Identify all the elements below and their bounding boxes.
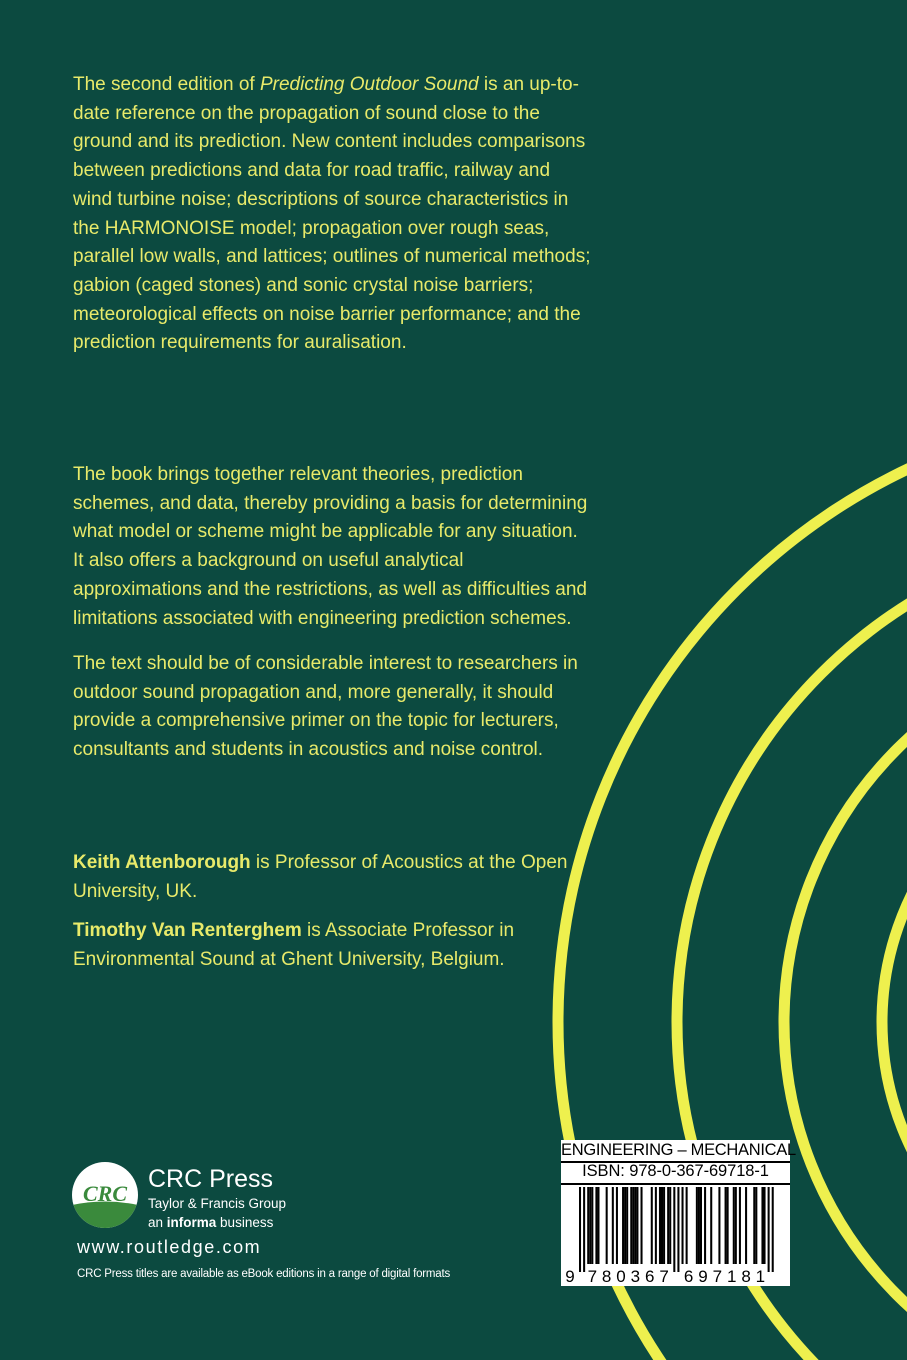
barcode-bar bbox=[755, 1187, 757, 1264]
barcode-bar bbox=[606, 1187, 608, 1264]
author-bio-2 bbox=[73, 917, 593, 974]
barcode-bar bbox=[753, 1187, 755, 1264]
blurb-paragraph-1 bbox=[73, 71, 593, 358]
barcode-bar bbox=[725, 1187, 727, 1264]
barcode-bar bbox=[655, 1187, 657, 1264]
publisher-group: Taylor & Francis Group bbox=[148, 1196, 287, 1211]
barcode-bar bbox=[587, 1187, 589, 1264]
barcode-bar bbox=[636, 1187, 638, 1264]
barcode-bar bbox=[761, 1187, 763, 1264]
barcode-bar bbox=[682, 1187, 684, 1264]
barcode-bar bbox=[739, 1187, 741, 1264]
crc-logo-icon bbox=[72, 1162, 138, 1228]
barcode-digit: 7 bbox=[587, 1267, 598, 1286]
subject-category: ENGINEERING – MECHANICAL bbox=[561, 1141, 796, 1159]
blurb-body: is an up-to-date reference on the propagation of sound close to the ground and its prediction. New content includes comparisons between predictions and data for road traffic, railway and wind turbine noise; descriptions of source characteristics in the HARMONOISE model; propagation over rough seas, parallel low walls, and lattices; outlines of numerical methods; gabion (caged stones) and sonic crystal noise barriers; meteorological effects on noise barrier performance; and the prediction requirements for auralisation. bbox=[73, 74, 591, 354]
barcode-bar bbox=[718, 1187, 720, 1264]
barcode-bar bbox=[597, 1187, 599, 1264]
arc-ring-3 bbox=[784, 636, 907, 1360]
barcode-bar bbox=[616, 1187, 618, 1264]
arc-ring-4 bbox=[882, 734, 907, 1310]
barcode-bar bbox=[579, 1187, 581, 1272]
barcode-bar bbox=[745, 1187, 747, 1264]
book-title-italic: Predicting Outdoor Sound bbox=[259, 74, 479, 95]
barcode-digit: 1 bbox=[726, 1267, 737, 1286]
informa-brand: informa bbox=[166, 1215, 217, 1230]
ebook-note: CRC Press titles are available as eBook editions in a range of digital formats bbox=[77, 1268, 451, 1280]
barcode-digit: 1 bbox=[755, 1267, 766, 1286]
author-bio-text: is Professor of Acoustics at the Open University, UK. bbox=[73, 852, 568, 902]
barcode-bar bbox=[589, 1187, 591, 1264]
barcode-bar bbox=[624, 1187, 626, 1264]
barcode-digit: 7 bbox=[712, 1267, 723, 1286]
barcode-digit: 6 bbox=[683, 1267, 694, 1286]
barcode-bar bbox=[663, 1187, 665, 1264]
barcode-bar bbox=[764, 1187, 766, 1264]
publisher-name: CRC Press bbox=[148, 1165, 274, 1193]
isbn-label: ISBN: 978-0-367-69718-1 bbox=[582, 1162, 769, 1180]
barcode-graphic bbox=[561, 1140, 796, 1286]
author-bio-1 bbox=[73, 849, 593, 906]
barcode-bar bbox=[735, 1187, 737, 1264]
isbn-barcode-box bbox=[561, 1140, 796, 1286]
barcode-bar bbox=[612, 1187, 614, 1264]
barcode-bar bbox=[622, 1187, 624, 1264]
barcode-bar bbox=[667, 1187, 669, 1264]
barcode-digit: 0 bbox=[616, 1267, 626, 1286]
barcode-bar bbox=[696, 1187, 698, 1264]
barcode-bar bbox=[591, 1187, 593, 1264]
barcode-bar bbox=[661, 1187, 663, 1264]
barcode-bar bbox=[733, 1187, 735, 1264]
barcode-bar bbox=[698, 1187, 700, 1264]
barcode-digit: 3 bbox=[630, 1267, 641, 1286]
barcode-bar bbox=[727, 1187, 729, 1264]
barcode-bar bbox=[677, 1187, 679, 1272]
barcode-bar bbox=[772, 1187, 774, 1272]
barcode-bar bbox=[669, 1187, 671, 1264]
barcode-bar bbox=[595, 1187, 597, 1264]
barcode-digit: 9 bbox=[698, 1267, 708, 1286]
barcode-digit: 7 bbox=[659, 1267, 669, 1286]
barcode-bar bbox=[768, 1187, 770, 1272]
barcode-bar bbox=[710, 1187, 712, 1264]
barcode-bar bbox=[700, 1187, 702, 1264]
barcode-bar bbox=[626, 1187, 628, 1264]
publisher-tagline: an informa business bbox=[148, 1215, 274, 1230]
author-name: Timothy Van Renterghem bbox=[73, 920, 302, 941]
barcode-bar bbox=[686, 1187, 688, 1264]
barcode-bar bbox=[704, 1187, 706, 1264]
barcode-bar bbox=[583, 1187, 585, 1272]
blurb-text-2: The book brings together relevant theories, prediction schemes, and data, thereby providing a basis for determining what model or scheme might be applicable for any situation. It also offers a background on useful analytical approximations and the restrictions, as well as difficulties and limitations associated with engineering prediction schemes. bbox=[73, 464, 588, 629]
publisher-website[interactable]: www.routledge.com bbox=[77, 1237, 262, 1257]
author-bio-text: is Associate Professor in Environmental Sound at Ghent University, Belgium. bbox=[73, 920, 515, 970]
barcode-bar bbox=[659, 1187, 661, 1264]
barcode-bar bbox=[651, 1187, 653, 1264]
publisher-name-block bbox=[148, 1164, 286, 1232]
barcode-digit: 8 bbox=[601, 1267, 612, 1286]
crc-logo-letters: CRC bbox=[82, 1181, 128, 1206]
blurb-paragraph-2 bbox=[73, 461, 593, 633]
blurb-text-3: The text should be of considerable interest to researchers in outdoor sound propagation and, more generally, it should provide a comprehensive primer on the topic for lecturers, consultants and students in acoustics and noise control. bbox=[73, 653, 578, 761]
blurb-intro: The second edition of bbox=[73, 74, 260, 95]
barcode-digit: 9 bbox=[565, 1267, 575, 1286]
barcode-digit: 6 bbox=[644, 1267, 655, 1286]
barcode-bar bbox=[673, 1187, 675, 1272]
barcode-bar bbox=[630, 1187, 632, 1264]
barcode-digit: 8 bbox=[741, 1267, 751, 1286]
barcode-bar bbox=[634, 1187, 636, 1264]
barcode-bar bbox=[632, 1187, 634, 1264]
author-name: Keith Attenborough bbox=[73, 852, 251, 873]
barcode-bar bbox=[641, 1187, 643, 1264]
blurb-paragraph-3 bbox=[73, 650, 593, 765]
